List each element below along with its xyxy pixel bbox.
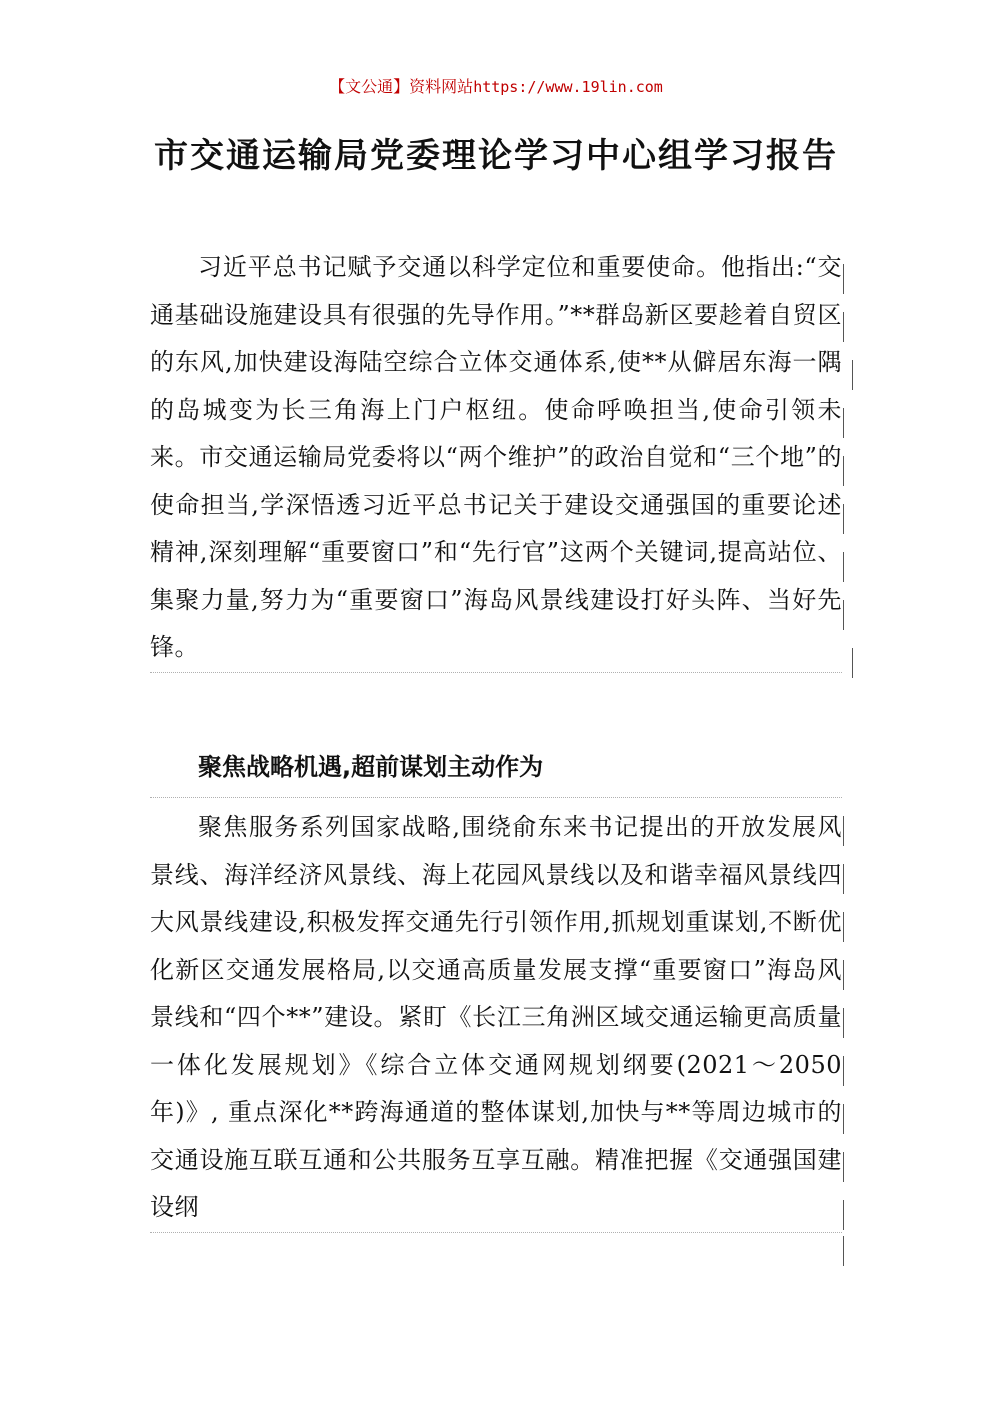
margin-mark (843, 960, 844, 990)
margin-mark (843, 312, 844, 342)
margin-mark (843, 456, 844, 486)
site-label: 资料网站 (409, 77, 474, 96)
margin-mark (843, 600, 844, 630)
margin-mark (843, 264, 844, 294)
margin-mark (852, 360, 853, 390)
margin-mark (843, 1104, 844, 1134)
margin-mark (843, 1200, 844, 1230)
site-header (0, 74, 992, 97)
section-heading: 聚焦战略机遇,超前谋划主动作为 (198, 753, 544, 781)
margin-mark (843, 1236, 844, 1266)
intro-section (150, 244, 842, 673)
strategy-body (150, 804, 842, 1233)
strategy-paragraph: 聚焦服务系列国家战略,围绕俞东来书记提出的开放发展风景线、海洋经济风景线、海上花园风景线以及和谐幸福风景线四大风景线建设,积极发挥交通先行引领作用,抓规划重谋划,不断优化新区交通发展格局,以交通高质量发展支撑“重要窗口”海岛风景线和“四个**”建设。紧盯《长江三角洲区域交通运输更高质量一体化发展规划》《综合立体交通网规划纲要(2021～2050 年)》, 重点深化**跨海通道的整体谋划,加快与**等周边城市的交通设施互联互通和公共服务互享互融。精准把握《交通强国建设纲 (150, 813, 842, 1221)
margin-mark (843, 504, 844, 534)
strategy-section (150, 744, 842, 798)
margin-mark (843, 552, 844, 582)
site-url-link[interactable]: https://www.19lin.com (473, 78, 663, 96)
margin-mark (843, 1008, 844, 1038)
margin-mark (843, 1152, 844, 1182)
intro-paragraph: 习近平总书记赋予交通以科学定位和重要使命。他指出:“交通基础设施建设具有很强的先导作用。”**群岛新区要趁着自贸区的东风,加快建设海陆空综合立体交通体系,使**从僻居东海一隅的岛城变为长三角海上门户枢纽。使命呼唤担当,使命引领未来。市交通运输局党委将以“两个维护”的政治自觉和“三个地”的使命担当,学深悟透习近平总书记关于建设交通强国的重要论述精神,深刻理解“重要窗口”和“先行官”这两个关键词,提高站位、集聚力量,努力为“重要窗口”海岛风景线建设打好头阵、当好先锋。 (150, 253, 842, 661)
document-title: 市交通运输局党委理论学习中心组学习报告 (154, 136, 838, 176)
paragraph-divider (150, 672, 842, 673)
heading-divider (150, 797, 842, 798)
margin-mark (843, 816, 844, 846)
brand-label: 【文公通】 (329, 77, 410, 96)
margin-mark (852, 648, 853, 678)
page-bottom-divider (150, 1232, 842, 1233)
margin-mark (843, 1056, 844, 1086)
margin-mark (843, 864, 844, 894)
margin-mark (843, 912, 844, 942)
margin-mark (843, 408, 844, 438)
